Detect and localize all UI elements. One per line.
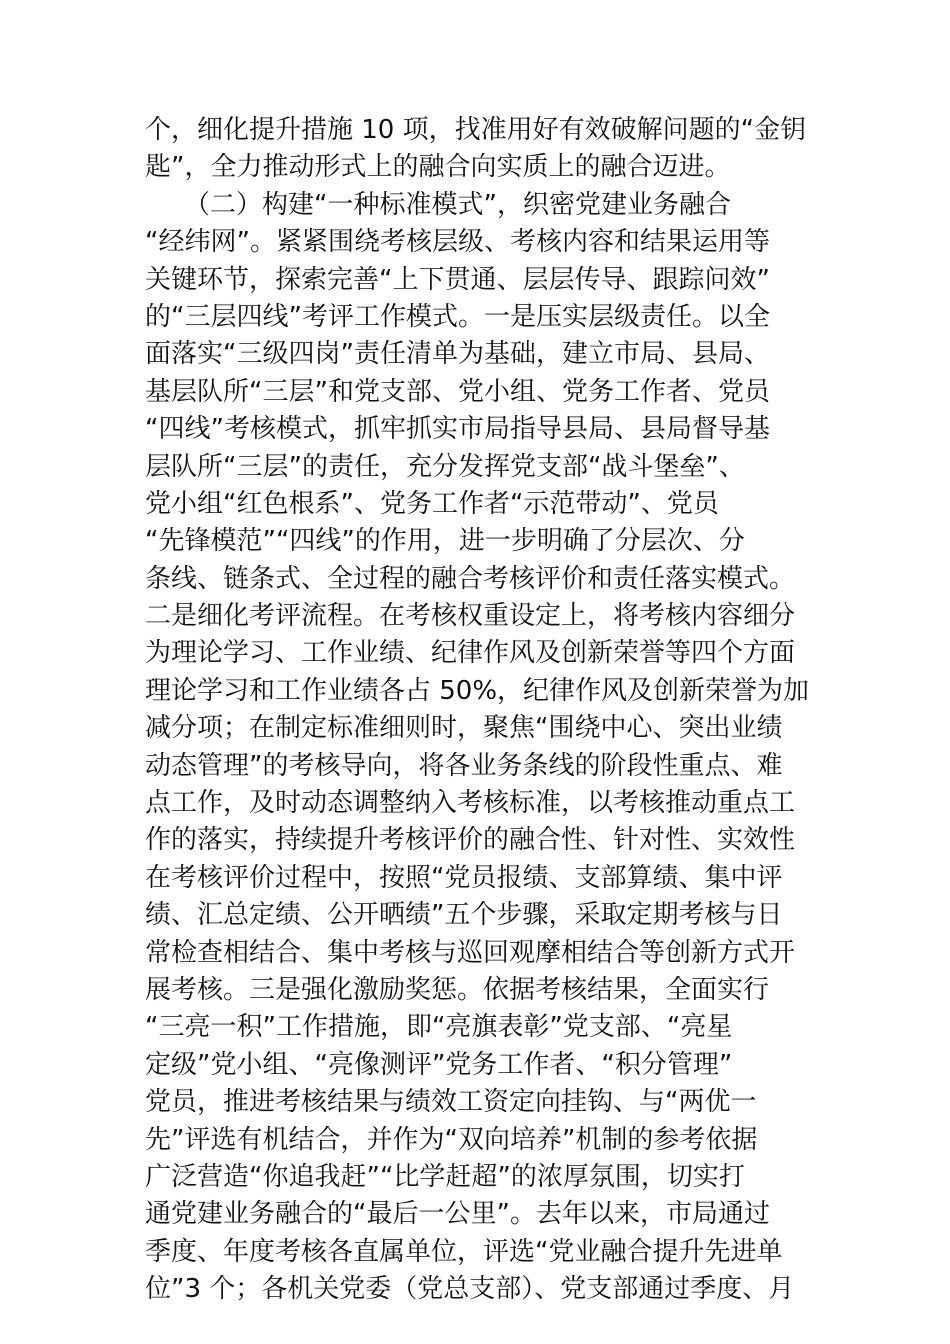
text-line: 先”评选有机结合，并作为“双向培养”机制的参考依据: [145, 1124, 758, 1155]
text-line: “先锋模范”“四线”的作用，进一步明确了分层次、分: [145, 526, 745, 557]
text-line: 的“三层四线”考评工作模式。一是压实层级责任。以全: [145, 301, 770, 332]
text-line: 条线、链条式、全过程的融合考核评价和责任落实模式。: [145, 563, 796, 594]
text-line: 广泛营造“你追我赶”“比学赶超”的浓厚氛围，切实打: [145, 1161, 745, 1192]
text-line: 展考核。三是强化激励奖惩。依据考核结果，全面实行: [145, 974, 770, 1005]
text-line: 动态管理”的考核导向，将各业务条线的阶段性重点、难: [145, 750, 783, 781]
text-line: 定级”党小组、“亮像测评”党务工作者、“积分管理”: [145, 1049, 733, 1080]
text-line: 作的落实，持续提升考核评价的融合性、针对性、实效性: [145, 825, 796, 856]
text-line: 绩、汇总定绩、公开晒绩”五个步骤，采取定期考核与日: [145, 900, 783, 931]
text-line: 个，细化提升措施 10 项，找准用好有效破解问题的“金钥: [145, 115, 807, 145]
text-line: 常检查相结合、集中考核与巡回观摩相结合等创新方式开: [145, 937, 796, 968]
text-line: 党小组“红色根系”、党务工作者“示范带动”、党员: [145, 488, 719, 519]
text-line: “经纬网”。紧紧围绕考核层级、考核内容和结果运用等: [145, 227, 770, 258]
text-line: 通党建业务融合的“最后一公里”。去年以来，市局通过: [145, 1199, 770, 1230]
text-line: 位”3 个；各机关党委（党总支部）、党支部通过季度、月: [145, 1274, 795, 1305]
text-line: 面落实“三级四岗”责任清单为基础，建立市局、县局、: [145, 339, 770, 370]
text-line: 层队所“三层”的责任，充分发挥党支部“战斗堡垒”、: [145, 451, 745, 482]
text-line: 减分项；在制定标准细则时，聚焦“围绕中心、突出业绩: [145, 713, 783, 744]
text-line: 关键环节，探索完善“上下贯通、层层传导、跟踪问效”: [145, 264, 770, 295]
body-text: [145, 112, 810, 1309]
text-line: 在考核评价过程中，按照“党员报绩、支部算绩、集中评: [145, 862, 783, 893]
text-line: “四线”考核模式，抓牢抓实市局指导县局、县局督导基: [145, 414, 770, 445]
text-line: 匙”，全力推动形式上的融合向实质上的融合迈进。: [145, 152, 731, 183]
text-line: 为理论学习、工作业绩、纪律作风及创新荣誉等四个方面: [145, 638, 796, 669]
text-line: 二是细化考评流程。在考核权重设定上，将考核内容细分: [145, 601, 796, 632]
text-line: “三亮一积”工作措施，即“亮旗表彰”党支部、“亮星: [145, 1012, 733, 1043]
text-line: 季度、年度考核各直属单位，评选“党业融合提升先进单: [145, 1236, 783, 1267]
section-heading-line: （二）构建“一种标准模式”，织密党建业务融合: [145, 189, 731, 220]
text-line: 理论学习和工作业绩各占 50%，纪律作风及创新荣誉为加: [145, 675, 810, 706]
text-line: 点工作，及时动态调整纳入考核标准，以考核推动重点工: [145, 788, 796, 819]
text-line: 党员，推进考核结果与绩效工资定向挂钩、与“两优一: [145, 1087, 757, 1118]
text-line: 基层队所“三层”和党支部、党小组、党务工作者、党员: [145, 376, 770, 407]
